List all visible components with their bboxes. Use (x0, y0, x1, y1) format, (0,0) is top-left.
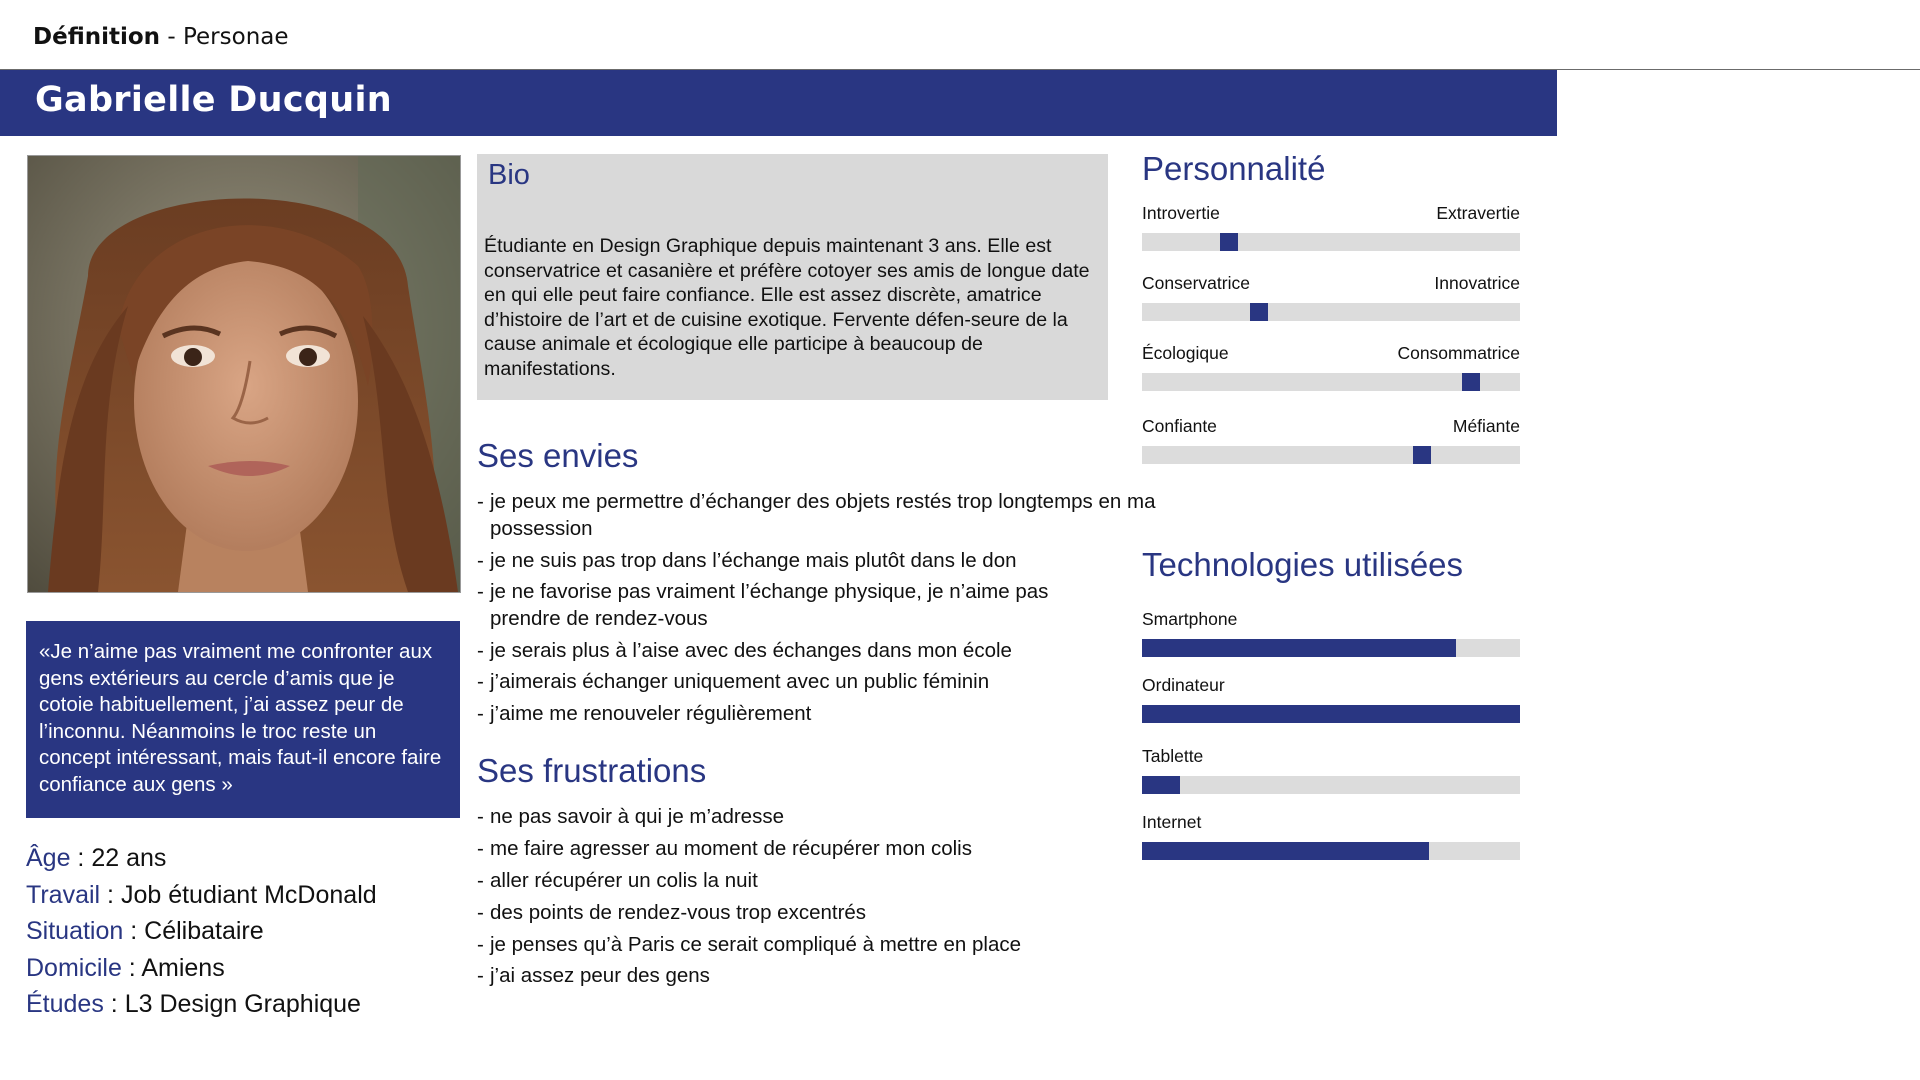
trait-row (1142, 273, 1520, 321)
tech-level-fill (1142, 639, 1456, 657)
trait-left-label: Conservatrice (1142, 273, 1250, 293)
trait-left-label: Écologique (1142, 343, 1229, 363)
list-item: - ne pas savoir à qui je m’adresse (477, 803, 1117, 830)
list-item: - je ne suis pas trop dans l’échange mais plutôt dans le don (477, 547, 1167, 574)
persona-photo (27, 155, 461, 593)
trait-marker (1413, 446, 1431, 464)
portrait-image (28, 156, 460, 592)
tech-row (1142, 812, 1520, 860)
list-item: - j’aimerais échanger uniquement avec un public féminin (477, 668, 1167, 695)
tech-track (1142, 842, 1520, 860)
tech-level-fill (1142, 705, 1520, 723)
fact-situation: Situation : Célibataire (26, 917, 264, 945)
tech-label: Ordinateur (1142, 675, 1225, 695)
fact-travail: Travail : Job étudiant McDonald (26, 880, 377, 909)
trait-track (1142, 446, 1520, 464)
header-category: Définition (33, 24, 161, 50)
trait-row (1142, 343, 1520, 391)
header-subtitle: Personae (182, 24, 289, 50)
personality-title: Personnalité (1142, 150, 1326, 187)
tech-track (1142, 639, 1520, 657)
list-item: - je serais plus à l’aise avec des échanges dans mon école (477, 637, 1167, 664)
list-item: - aller récupérer un colis la nuit (477, 867, 1117, 894)
tech-level-fill (1142, 776, 1180, 794)
list-item: - je ne favorise pas vraiment l’échange physique, je n’aime pas prendre de rendez-vous (477, 578, 1110, 632)
list-item: - j’aime me renouveler régulièrement (477, 700, 1167, 727)
envies-list (477, 488, 1167, 731)
trait-marker (1462, 373, 1480, 391)
persona-facts (26, 840, 377, 1023)
trait-track (1142, 233, 1520, 251)
list-item: - me faire agresser au moment de récupérer mon colis (477, 835, 1117, 862)
bio-text: Étudiante en Design Graphique depuis maintenant 3 ans. Elle est conservatrice et casanière et préfère cotoyer ses amis de longue date en qui elle peut faire confiance. Elle est assez discrète, amatrice d’histoire de l’art et de cuisine exotique. Fervente défen-seure de la cause animale et écologique elle participe à beaucoup de manifestations. (484, 235, 1090, 380)
trait-left-label: Confiante (1142, 416, 1217, 436)
tech-label: Smartphone (1142, 609, 1238, 629)
trait-marker (1220, 233, 1238, 251)
tech-row (1142, 609, 1520, 657)
trait-row (1142, 203, 1520, 251)
trait-right-label: Extravertie (1436, 203, 1520, 223)
tech-row (1142, 675, 1520, 723)
list-item: - je penses qu’à Paris ce serait compliqué à mettre en place (477, 931, 1117, 958)
trait-track (1142, 303, 1520, 321)
frustrations-list (477, 803, 1117, 994)
tech-track (1142, 776, 1520, 794)
fact-domicile: Domicile : Amiens (26, 953, 225, 982)
frustrations-title: Ses frustrations (477, 752, 707, 789)
header-separator: - (160, 24, 183, 50)
tech-label: Tablette (1142, 746, 1204, 766)
name-banner (0, 70, 1557, 136)
trait-left-label: Introvertie (1142, 203, 1220, 223)
trait-right-label: Méfiante (1452, 416, 1520, 436)
tech-track (1142, 705, 1520, 723)
tech-level-fill (1142, 842, 1429, 860)
trait-track (1142, 373, 1520, 391)
bio-title: Bio (488, 159, 530, 191)
trait-right-label: Consommatrice (1397, 343, 1520, 363)
trait-marker (1250, 303, 1268, 321)
trait-right-label: Innovatrice (1434, 273, 1520, 293)
tech-row (1142, 746, 1520, 794)
list-item: - j’ai assez peur des gens (477, 962, 1117, 989)
technologies-title: Technologies utilisées (1142, 546, 1464, 583)
list-item: - je peux me permettre d’échanger des objets restés trop longtemps en ma possession (477, 488, 1167, 542)
trait-row (1142, 416, 1520, 464)
persona-name: Gabrielle Ducquin (35, 80, 393, 120)
tech-label: Internet (1142, 812, 1202, 832)
list-item: - des points de rendez-vous trop excentrés (477, 899, 1117, 926)
fact-etudes: Études : L3 Design Graphique (26, 990, 361, 1018)
page-header (33, 24, 289, 50)
persona-quote: «Je n’aime pas vraiment me confronter aux gens extérieurs au cercle d’amis que je cotoie habituellement, j’ai assez peur de l’inconnu. Néanmoins le troc reste un concept intéressant, mais faut-il encore faire confiance aux gens » (26, 621, 460, 818)
bio-panel (477, 154, 1108, 400)
envies-title: Ses envies (477, 437, 639, 474)
fact-age: Âge : 22 ans (26, 844, 167, 872)
